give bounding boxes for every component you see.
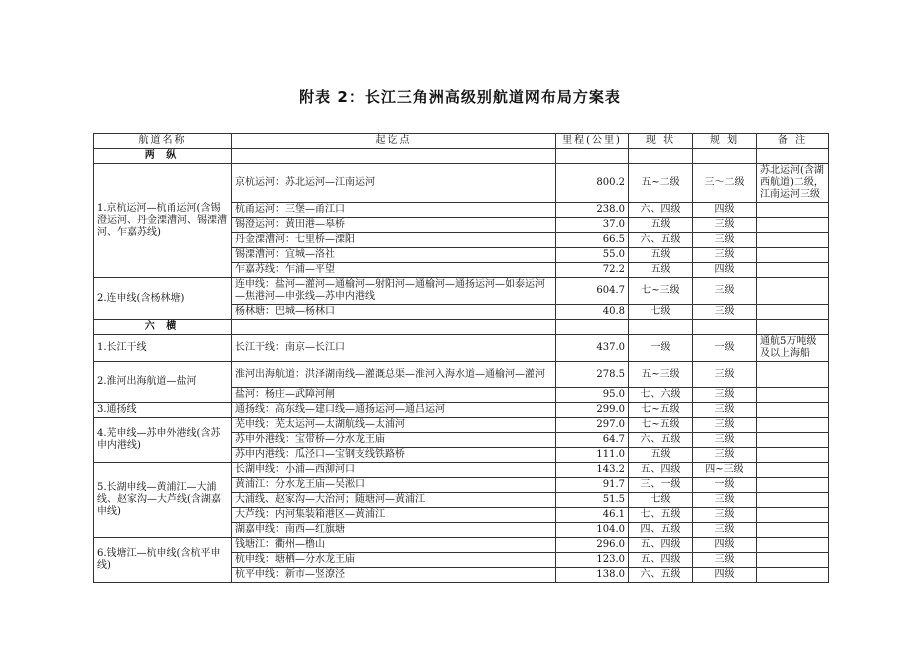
note-cell: 通航5万吨级及以上海船 (757, 335, 829, 362)
km-cell: 55.0 (556, 248, 629, 263)
km-cell: 95.0 (556, 388, 629, 403)
plan-cell: 一级 (693, 335, 757, 362)
km-cell: 299.0 (556, 403, 629, 418)
plan-cell: 三级 (693, 403, 757, 418)
status-cell: 五级 (629, 248, 693, 263)
page-title: 附表 2：长江三角洲高级别航道网布局方案表 (299, 88, 621, 106)
km-cell: 138.0 (556, 568, 629, 583)
km-cell: 123.0 (556, 553, 629, 568)
plan-cell: 三级 (693, 433, 757, 448)
status-cell: 五级 (629, 448, 693, 463)
km-cell: 37.0 (556, 218, 629, 233)
plan-cell: 三级 (693, 388, 757, 403)
status-cell: 五、四级 (629, 538, 693, 553)
route-cell: 通扬线：高东线—建口线—通扬运河—通吕运河 (232, 403, 556, 418)
group-name: 1.京杭运河—杭甬运河(含锡澄运河、丹金溧漕河、锡溧漕河、乍嘉苏线) (94, 164, 232, 278)
status-cell: 五、四级 (629, 553, 693, 568)
route-cell: 黄浦江：分水龙王庙—吴淞口 (232, 478, 556, 493)
km-cell: 437.0 (556, 335, 629, 362)
route-cell: 杨林塘：巴城—杨林口 (232, 305, 556, 320)
group-name: 5.长湖申线—黄浦江—大浦线、赵家沟—大芦线(含湖嘉申线) (94, 463, 232, 538)
route-cell: 钱塘江：衢州—橹山 (232, 538, 556, 553)
status-cell: 七、六级 (629, 388, 693, 403)
status-cell: 七~五级 (629, 418, 693, 433)
waterway-table (93, 133, 829, 583)
status-cell: 六、五级 (629, 568, 693, 583)
note-cell: 苏北运河(含湖西航道)二级，江南运河三级 (757, 164, 829, 203)
km-cell: 800.2 (556, 164, 629, 203)
route-cell: 芜申线：芜太运河—太湖航线—太浦河 (232, 418, 556, 433)
km-cell: 64.7 (556, 433, 629, 448)
status-cell: 五~二级 (629, 164, 693, 203)
route-cell: 锡澄运河：黄田港—皋桥 (232, 218, 556, 233)
group-name: 3.通扬线 (94, 403, 232, 418)
km-cell: 296.0 (556, 538, 629, 553)
km-cell: 604.7 (556, 278, 629, 305)
status-cell: 三、一级 (629, 478, 693, 493)
plan-cell: 三级 (693, 305, 757, 320)
status-cell: 五级 (629, 218, 693, 233)
km-cell: 66.5 (556, 233, 629, 248)
km-cell: 91.7 (556, 478, 629, 493)
route-cell: 杭甬运河：三堡—甬江口 (232, 203, 556, 218)
km-cell: 143.2 (556, 463, 629, 478)
route-cell: 京杭运河：苏北运河—江南运河 (232, 164, 556, 203)
route-cell: 大浦线、赵家沟—大治河；随塘河—黄浦江 (232, 493, 556, 508)
km-cell: 278.5 (556, 362, 629, 388)
plan-cell: 三级 (693, 493, 757, 508)
status-cell: 七、五级 (629, 508, 693, 523)
header-km: 里程(公里) (556, 134, 629, 149)
route-cell: 大芦线：内河集装箱港区—黄浦江 (232, 508, 556, 523)
route-cell: 苏申外港线：宝带桥—分水龙王庙 (232, 433, 556, 448)
group-name: 2.连申线(含杨林塘) (94, 278, 232, 320)
route-cell: 长湖申线：小浦—西泖河口 (232, 463, 556, 478)
km-cell: 111.0 (556, 448, 629, 463)
header-row (94, 134, 829, 149)
km-cell: 104.0 (556, 523, 629, 538)
plan-cell: 三级 (693, 278, 757, 305)
route-cell: 杭平申线：新市—竖潦泾 (232, 568, 556, 583)
plan-cell: 三～二级 (693, 164, 757, 203)
status-cell: 六、五级 (629, 233, 693, 248)
plan-cell: 三级 (693, 508, 757, 523)
status-cell: 六、四级 (629, 203, 693, 218)
group-name: 1.长江干线 (94, 335, 232, 362)
km-cell: 40.8 (556, 305, 629, 320)
plan-cell: 三级 (693, 218, 757, 233)
route-cell: 锡溧漕河：宜城—洛社 (232, 248, 556, 263)
route-cell: 长江干线：南京—长江口 (232, 335, 556, 362)
route-cell: 乍嘉苏线：乍浦—平望 (232, 263, 556, 278)
plan-cell: 三级 (693, 523, 757, 538)
plan-cell: 四级 (693, 263, 757, 278)
header-plan: 规 划 (693, 134, 757, 149)
group-name: 2.淮河出海航道—盐河 (94, 362, 232, 403)
status-cell: 一级 (629, 335, 693, 362)
header-note: 备 注 (757, 134, 829, 149)
status-cell: 五~三级 (629, 362, 693, 388)
status-cell: 五级 (629, 263, 693, 278)
plan-cell: 四级 (693, 203, 757, 218)
route-cell: 苏申内港线：瓜泾口—宝钢支线铁路桥 (232, 448, 556, 463)
plan-cell: 三级 (693, 553, 757, 568)
route-cell: 盐河：杨庄—武障河闸 (232, 388, 556, 403)
status-cell: 七级 (629, 493, 693, 508)
status-cell: 七~五级 (629, 403, 693, 418)
km-cell: 51.5 (556, 493, 629, 508)
plan-cell: 四级 (693, 538, 757, 553)
status-cell: 四、五级 (629, 523, 693, 538)
km-cell: 46.1 (556, 508, 629, 523)
status-cell: 七~三级 (629, 278, 693, 305)
km-cell: 72.2 (556, 263, 629, 278)
plan-cell: 四级 (693, 568, 757, 583)
km-cell: 238.0 (556, 203, 629, 218)
route-cell: 湖嘉申线：南西—红旗塘 (232, 523, 556, 538)
header-status: 现 状 (629, 134, 693, 149)
route-cell: 杭申线：塘栖—分水龙王庙 (232, 553, 556, 568)
group-name: 4.芜申线—苏申外港线(含苏申内港线) (94, 418, 232, 463)
group-name: 6.钱塘江—杭申线(含杭平申线) (94, 538, 232, 583)
plan-cell: 三级 (693, 248, 757, 263)
header-name: 航道名称 (94, 134, 232, 149)
plan-cell: 一级 (693, 478, 757, 493)
plan-cell: 三级 (693, 418, 757, 433)
section-liu-heng: 六 横 (94, 320, 232, 335)
plan-cell: 四~三级 (693, 463, 757, 478)
plan-cell: 三级 (693, 448, 757, 463)
status-cell: 六、五级 (629, 433, 693, 448)
km-cell: 297.0 (556, 418, 629, 433)
status-cell: 五、四级 (629, 463, 693, 478)
section-liang-zong: 两 纵 (94, 149, 232, 164)
header-route: 起讫点 (232, 134, 556, 149)
route-cell: 丹金溧漕河：七里桥—溧阳 (232, 233, 556, 248)
plan-cell: 三级 (693, 362, 757, 388)
plan-cell: 三级 (693, 233, 757, 248)
route-cell: 连申线：盐河—灌河—通榆河—射阳河—通榆河—通扬运河—如泰运河—焦港河—申张线—苏申内港线 (232, 278, 556, 305)
status-cell: 七级 (629, 305, 693, 320)
route-cell: 淮河出海航道：洪泽湖南线—灌溉总渠—淮河入海水道—通榆河—灌河 (232, 362, 556, 388)
